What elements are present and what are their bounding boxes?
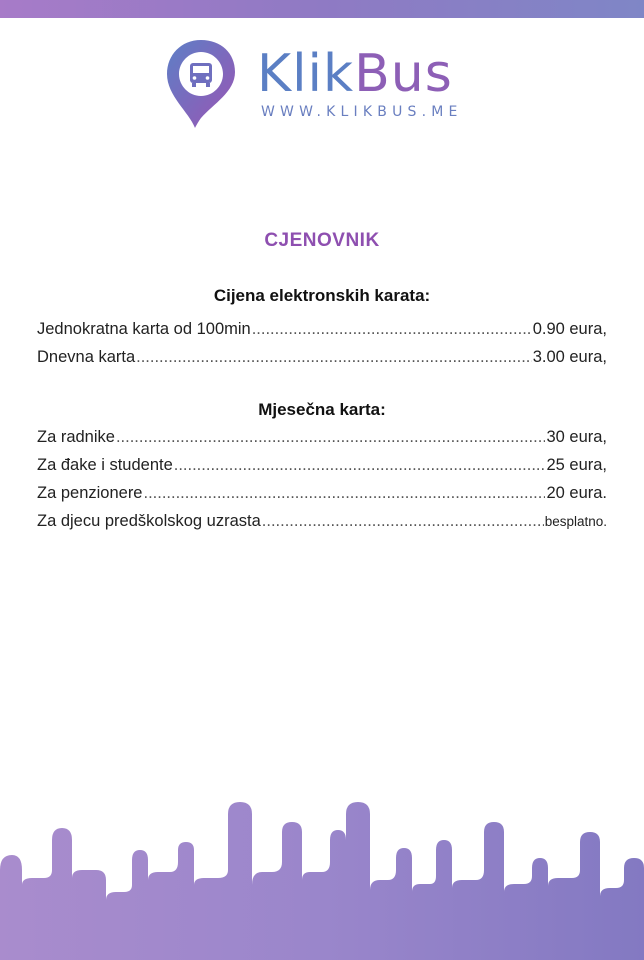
brand-url: WWW.KLIKBUS.ME [261, 104, 463, 120]
price-label: Za đake i studente [37, 456, 173, 474]
monthly-heading: Mjesečna karta: [258, 400, 386, 419]
price-row-single [37, 320, 607, 339]
price-value: 30 eura, [546, 428, 607, 446]
dot-leader [136, 348, 532, 367]
top-gradient-bar [0, 0, 644, 18]
price-value: 0.90 eura, [532, 320, 607, 338]
price-label: Jednokratna karta od 100min [37, 320, 251, 338]
price-row-preschool [37, 512, 607, 531]
page-title: CJENOVNIK [264, 230, 380, 251]
price-row-daily [37, 348, 607, 367]
dot-leader [116, 428, 545, 447]
price-label: Za radnike [37, 428, 115, 446]
dot-leader [144, 484, 546, 503]
city-skyline-graphic [0, 800, 644, 960]
price-value: 20 eura. [546, 484, 607, 502]
location-pin-bus-icon [165, 38, 237, 130]
brand-name [257, 44, 453, 104]
brand-name-bus: Bus [354, 44, 453, 104]
price-label: Za penzionere [37, 484, 143, 502]
dot-leader [252, 320, 532, 339]
price-row-pensioners [37, 484, 607, 503]
dot-leader [174, 456, 546, 475]
brand-name-klik: Klik [257, 44, 355, 104]
price-row-workers [37, 428, 607, 447]
price-value: besplatno. [544, 514, 607, 529]
electronic-heading: Cijena elektronskih karata: [213, 286, 431, 305]
dot-leader [262, 512, 544, 531]
price-label: Dnevna karta [37, 348, 136, 366]
price-value: 3.00 eura, [532, 348, 607, 366]
price-label: Za djecu predškolskog uzrasta [37, 512, 261, 530]
klikbus-logo [165, 38, 485, 134]
price-row-students [37, 456, 607, 475]
price-value: 25 eura, [546, 456, 607, 474]
